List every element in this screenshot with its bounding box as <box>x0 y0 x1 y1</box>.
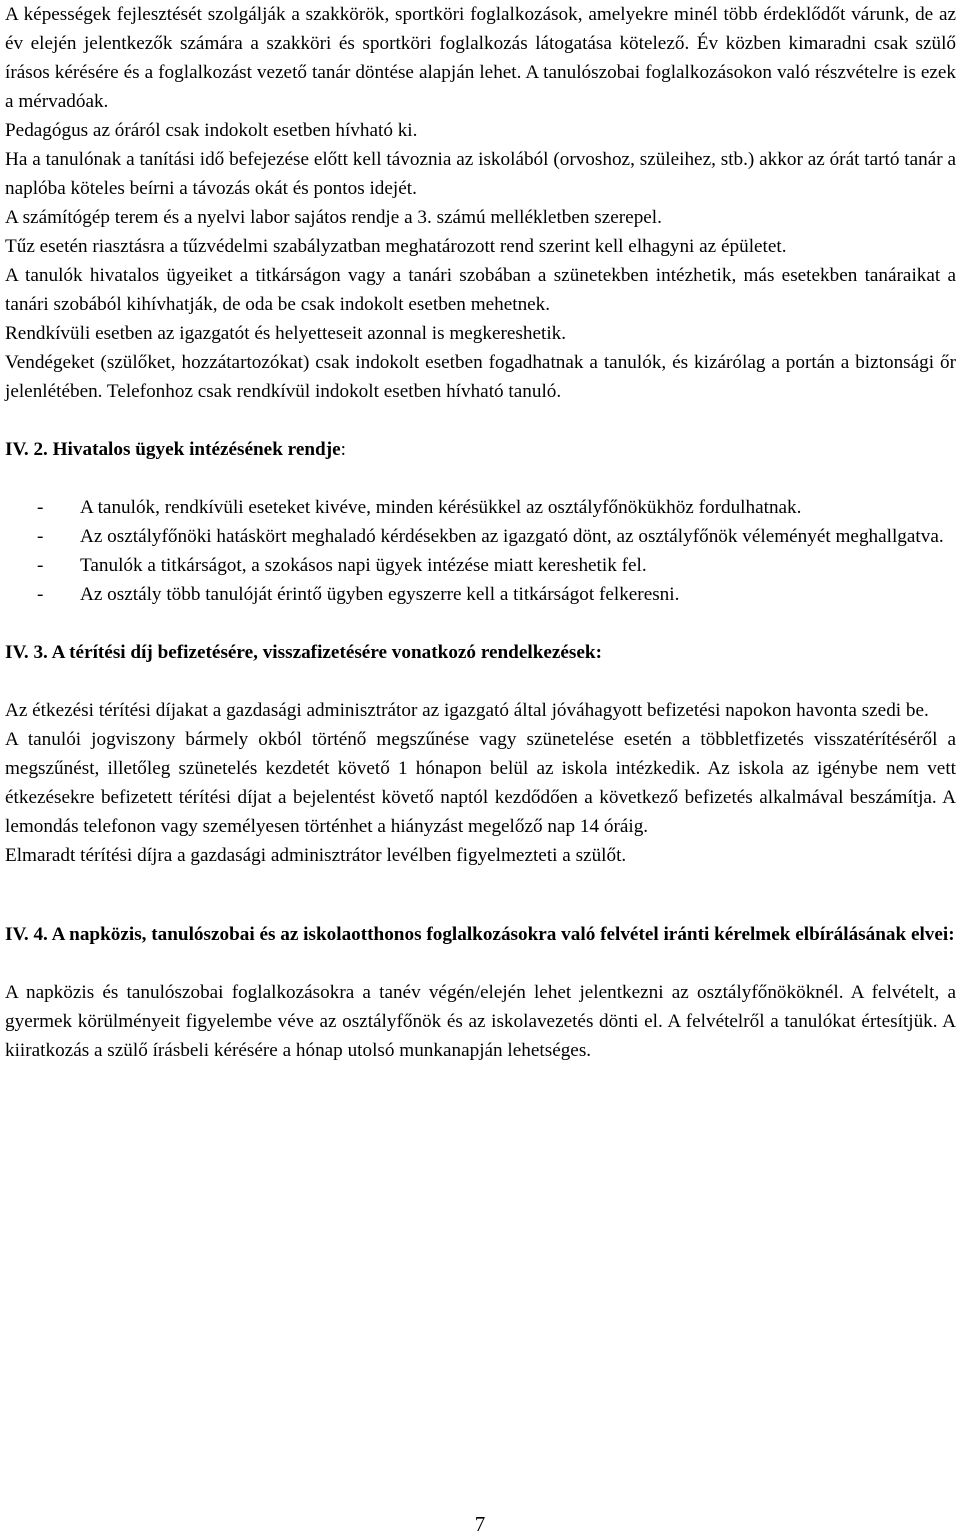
section-heading-iv4: IV. 4. A napközis, tanulószobai és az iskolaotthonos foglalkozásokra való felvétel iránti kérelmek elbírálásának elvei: <box>5 924 955 945</box>
paragraph: A tanulók hivatalos ügyeiket a titkárságon vagy a tanári szobában a szünetekben intézhetik, más esetekben tanáraikat a tanári szobából kihívhatják, de oda be csak indokolt esetben mehetnek. <box>5 265 956 315</box>
paragraph: Ha a tanulónak a tanítási idő befejezése előtt kell távoznia az iskolából (orvoshoz, szüleihez, stb.) akkor az órát tartó tanár a naplóba köteles beírni a távozás okát és pontos idejét. <box>5 149 956 199</box>
document-page <box>5 0 956 1065</box>
bullet-list <box>5 493 956 609</box>
section-heading-text: IV. 2. Hivatalos ügyek intézésének rendje <box>5 439 341 460</box>
list-item-text: Az osztály több tanulóját érintő ügyben egyszerre kell a titkárságot felkeresni. <box>80 584 680 605</box>
list-item <box>5 551 956 580</box>
paragraph: Az étkezési térítési díjakat a gazdasági adminisztrátor az igazgató által jóváhagyott befizetési napokon havonta szedi be. <box>5 700 929 721</box>
paragraph: A napközis és tanulószobai foglalkozásokra a tanév végén/elején lehet jelentkezni az osztályfőnököknél. A felvételt, a gyermek körülményeit figyelembe véve az osztályfőnök és az iskolavezetés dönti el. A felvételről a tanulókat értesítjük. A kiiratkozás a szülő írásbeli kérésére a hónap utolsó munkanapján lehetséges. <box>5 982 956 1061</box>
dash-bullet: - <box>37 497 44 518</box>
paragraph: Rendkívüli esetben az igazgatót és helyetteseit azonnal is megkereshetik. <box>5 323 567 344</box>
section-heading-iv2 <box>5 435 956 464</box>
list-item-text: Tanulók a titkárságot, a szokásos napi ügyek intézése miatt kereshetik fel. <box>80 555 647 576</box>
heading-colon: : <box>340 439 346 460</box>
paragraph: Vendégeket (szülőket, hozzátartozókat) csak indokolt esetben fogadhatnak a tanulók, és kizárólag a portán a biztonsági őr jelenlétében. Telefonhoz csak rendkívül indokolt esetben hívható tanuló. <box>5 352 956 402</box>
list-item <box>5 522 956 551</box>
paragraph: Tűz esetén riasztásra a tűzvédelmi szabályzatban meghatározott rend szerint kell elhagyni az épületet. <box>5 236 787 257</box>
dash-bullet: - <box>37 584 44 605</box>
list-item <box>5 493 956 522</box>
list-item <box>5 580 956 609</box>
paragraph: Elmaradt térítési díjra a gazdasági adminisztrátor levélben figyelmezteti a szülőt. <box>5 845 627 866</box>
dash-bullet: - <box>37 526 44 547</box>
section-heading-iv3: IV. 3. A térítési díj befizetésére, visszafizetésére vonatkozó rendelkezések: <box>5 642 602 663</box>
paragraph: A számítógép terem és a nyelvi labor sajátos rendje a 3. számú mellékletben szerepel. <box>5 207 662 228</box>
page-number: 7 <box>474 1512 486 1536</box>
paragraph: Pedagógus az óráról csak indokolt esetben hívható ki. <box>5 120 418 141</box>
list-item-text: Az osztályfőnöki hatáskört meghaladó kérdésekben az igazgató dönt, az osztályfőnök véleményét meghallgatva. <box>80 526 944 547</box>
paragraph: A képességek fejlesztését szolgálják a szakkörök, sportköri foglalkozások, amelyekre minél több érdeklődőt várunk, de az év elején jelentkezők számára a szakköri és sportköri foglalkozás látogatása kötelező. Év közben kimaradni csak szülő írásos kérésére és a foglalkozást vezető tanár döntése alapján lehet. A tanulószobai foglalkozásokon való részvételre is ezek a mérvadóak. <box>5 4 956 112</box>
intro-section <box>5 0 956 406</box>
paragraph: A tanulói jogviszony bármely okból történő megszűnése vagy szünetelése esetén a többletfizetés visszatérítéséről a megszűnést, illetőleg szünetelés kezdetét követő 1 hónapon belül az iskola intézkedik. Az iskola az igénybe nem vett étkezésekre befizetett térítési díjat a bejelentést követő naptól kezdődően a következő befizetés alkalmával beszámítja. A lemondás telefonon vagy személyesen történhet a hiányzást megelőző nap 14 óráig. <box>5 729 956 837</box>
dash-bullet: - <box>37 555 44 576</box>
list-item-text: A tanulók, rendkívüli eseteket kivéve, minden kérésükkel az osztályfőnökükhöz fordulhatnak. <box>80 497 802 518</box>
